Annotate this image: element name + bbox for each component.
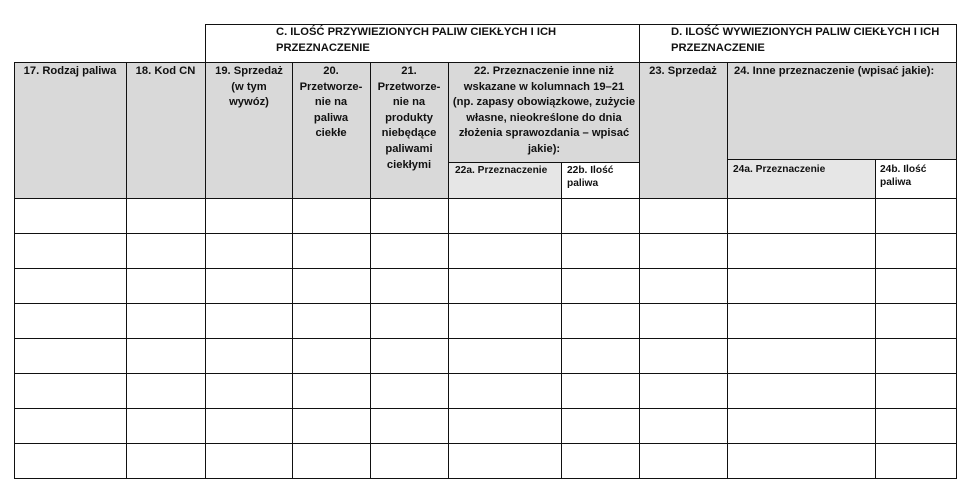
table-cell-c22a[interactable] [449,409,561,443]
table-cell-c22a[interactable] [449,444,561,478]
table-cell-c22a[interactable] [449,234,561,268]
table-cell-c23[interactable] [640,269,727,303]
table-cell-c18[interactable] [127,199,205,233]
table-cell-c21[interactable] [371,444,448,478]
header-c22: 22. Przeznaczenie inne niż wskazane w kolumnach 19–21 (np. zapasy obowiązkowe, zużycie własne, nieokreślone do dnia złożenia sprawozdania – wpisać jakie): [452,65,636,155]
header-c24b: 24b. Ilość paliwa [880,164,927,188]
header-shade-c23-lower [639,159,727,198]
table-cell-c17[interactable] [15,374,126,408]
table-cell-c21[interactable] [371,199,448,233]
table-cell-c21[interactable] [371,374,448,408]
table-cell-c19[interactable] [206,339,292,373]
table-cell-c17[interactable] [15,409,126,443]
table-cell-c22b[interactable] [562,374,639,408]
table-cell-c23[interactable] [640,444,727,478]
table-cell-c17[interactable] [15,269,126,303]
table-cell-c21[interactable] [371,304,448,338]
table-cell-c24b[interactable] [876,374,956,408]
table-cell-c24b[interactable] [876,444,956,478]
table-cell-c24a[interactable] [728,234,875,268]
header-c24a: 24a. Przeznaczenie [733,164,826,175]
table-cell-c22a[interactable] [449,304,561,338]
table-cell-c18[interactable] [127,444,205,478]
table-cell-c23[interactable] [640,304,727,338]
border [14,62,957,63]
table-cell-c17[interactable] [15,199,126,233]
table-cell-c20[interactable] [293,444,370,478]
table-cell-c21[interactable] [371,269,448,303]
table-cell-c22a[interactable] [449,374,561,408]
header-c24: 24. Inne przeznaczenie (wpisać jakie): [734,65,935,77]
table-cell-c20[interactable] [293,199,370,233]
header-c21: 21. Przetworze- nie na produkty niebędące paliwami ciekłymi [377,65,441,171]
table-cell-c24a[interactable] [728,339,875,373]
table-cell-c24a[interactable] [728,409,875,443]
table-cell-c18[interactable] [127,339,205,373]
header-c19: 19. Sprzedaż (w tym wywóz) [215,65,283,109]
table-cell-c24a[interactable] [728,269,875,303]
header-c20: 20. Przetworze- nie na paliwa ciekłe [299,65,363,140]
border [14,478,957,479]
table-cell-c23[interactable] [640,199,727,233]
table-cell-c24a[interactable] [728,304,875,338]
table-cell-c20[interactable] [293,304,370,338]
table-cell-c22b[interactable] [562,199,639,233]
table-cell-c17[interactable] [15,339,126,373]
table-cell-c24b[interactable] [876,234,956,268]
table-cell-c24a[interactable] [728,444,875,478]
section-c-title: C. ILOŚĆ PRZYWIEZIONYCH PALIW CIEKŁYCH I ICH PRZEZNACZENIE [276,26,557,54]
table-cell-c22a[interactable] [449,269,561,303]
table-cell-c23[interactable] [640,374,727,408]
table-cell-c17[interactable] [15,234,126,268]
header-c22a: 22a. Przeznaczenie [455,165,548,176]
table-cell-c24b[interactable] [876,304,956,338]
table-cell-c24a[interactable] [728,199,875,233]
table-cell-c18[interactable] [127,374,205,408]
table-cell-c24b[interactable] [876,409,956,443]
border [727,159,957,160]
table-cell-c18[interactable] [127,234,205,268]
table-cell-c18[interactable] [127,304,205,338]
table-cell-c19[interactable] [206,304,292,338]
table-cell-c22a[interactable] [449,199,561,233]
table-cell-c19[interactable] [206,409,292,443]
table-cell-c19[interactable] [206,234,292,268]
border [956,24,957,479]
table-cell-c21[interactable] [371,234,448,268]
table-cell-c20[interactable] [293,339,370,373]
table-cell-c24b[interactable] [876,339,956,373]
table-cell-c20[interactable] [293,234,370,268]
table-cell-c24a[interactable] [728,374,875,408]
table-cell-c19[interactable] [206,269,292,303]
table-cell-c18[interactable] [127,269,205,303]
header-c22b: 22b. Ilość paliwa [567,165,614,189]
header-c23: 23. Sprzedaż [649,65,717,77]
border [449,162,639,163]
table-cell-c21[interactable] [371,339,448,373]
header-c17: 17. Rodzaj paliwa [23,65,117,77]
header-c18: 18. Kod CN [135,65,196,77]
table-cell-c20[interactable] [293,409,370,443]
table-cell-c23[interactable] [640,339,727,373]
table-cell-c24b[interactable] [876,269,956,303]
section-d-title: D. ILOŚĆ WYWIEZIONYCH PALIW CIEKŁYCH I ICH PRZEZNACZENIE [671,26,940,54]
table-cell-c22b[interactable] [562,409,639,443]
table-cell-c23[interactable] [640,234,727,268]
table-cell-c20[interactable] [293,374,370,408]
table-cell-c17[interactable] [15,444,126,478]
table-cell-c22b[interactable] [562,339,639,373]
table-cell-c19[interactable] [206,374,292,408]
table-cell-c22b[interactable] [562,304,639,338]
table-cell-c18[interactable] [127,409,205,443]
table-cell-c24b[interactable] [876,199,956,233]
table-cell-c22a[interactable] [449,339,561,373]
table-cell-c17[interactable] [15,304,126,338]
table-cell-c20[interactable] [293,269,370,303]
table-cell-c19[interactable] [206,199,292,233]
table-cell-c22b[interactable] [562,234,639,268]
table-cell-c19[interactable] [206,444,292,478]
table-cell-c23[interactable] [640,409,727,443]
table-cell-c22b[interactable] [562,444,639,478]
table-cell-c22b[interactable] [562,269,639,303]
table-cell-c21[interactable] [371,409,448,443]
